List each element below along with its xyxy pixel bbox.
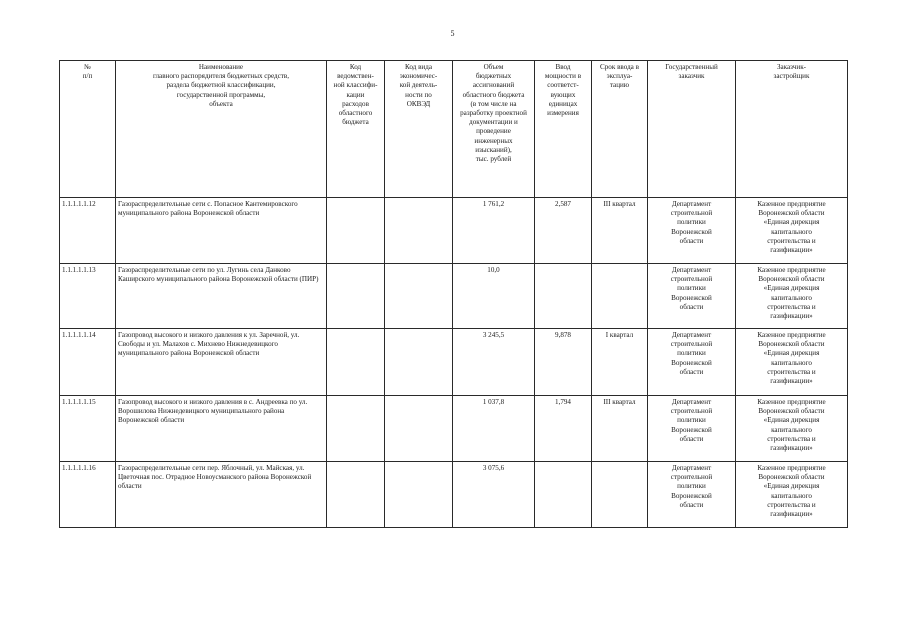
header-num: № п/п bbox=[60, 61, 116, 198]
amount-cell: 10,0 bbox=[453, 264, 535, 329]
header-developer: Заказчик- застройщик bbox=[736, 61, 848, 198]
okved-cell bbox=[385, 264, 453, 329]
budget-objects-table bbox=[59, 60, 848, 528]
header-okved: Код вида экономичес- кой деятель- ности по ОКВЭД bbox=[385, 61, 453, 198]
table-row bbox=[60, 264, 848, 329]
capacity-cell: 9,878 bbox=[535, 329, 592, 396]
customer-cell: Департамент строительной политики Воронежской области bbox=[648, 462, 736, 528]
object-name: Газопровод высокого и низкого давления к ул. Заречной, ул. Свободы и ул. Малахов с. Михнево Нижнедевицкого муниципального района Воронежской области bbox=[116, 329, 327, 396]
object-name: Газораспределительные сети по ул. Лугинь села Данково Каширского муниципального района Воронежской области (ПИР) bbox=[116, 264, 327, 329]
okved-cell bbox=[385, 329, 453, 396]
header-dept-code: Код ведомствен- ной классифи- кации расходов областного бюджета bbox=[327, 61, 385, 198]
dept-code-cell bbox=[327, 329, 385, 396]
developer-cell: Казенное предприятие Воронежской области «Единая дирекция капитального строительства и газификации» bbox=[736, 198, 848, 264]
row-number: 1.1.1.1.1.14 bbox=[60, 329, 116, 396]
capacity-cell: 2,587 bbox=[535, 198, 592, 264]
developer-cell: Казенное предприятие Воронежской области «Единая дирекция капитального строительства и газификации» bbox=[736, 396, 848, 462]
okved-cell bbox=[385, 462, 453, 528]
row-number: 1.1.1.1.1.13 bbox=[60, 264, 116, 329]
object-name: Газораспределительные сети пер. Яблочный, ул. Майская, ул. Цветочная пос. Отрадное Новоусманского района Воронежской области bbox=[116, 462, 327, 528]
row-number: 1.1.1.1.1.16 bbox=[60, 462, 116, 528]
table-row bbox=[60, 329, 848, 396]
page-number: 5 bbox=[450, 29, 455, 38]
table-row bbox=[60, 462, 848, 528]
amount-cell: 1 761,2 bbox=[453, 198, 535, 264]
term-cell bbox=[592, 462, 648, 528]
term-cell bbox=[592, 264, 648, 329]
header-row bbox=[60, 61, 848, 198]
customer-cell: Департамент строительной политики Воронежской области bbox=[648, 329, 736, 396]
okved-cell bbox=[385, 396, 453, 462]
amount-cell: 1 037,8 bbox=[453, 396, 535, 462]
header-term: Срок ввода в эксплуа- тацию bbox=[592, 61, 648, 198]
term-cell: I квартал bbox=[592, 329, 648, 396]
customer-cell: Департамент строительной политики Воронежской области bbox=[648, 396, 736, 462]
table-row bbox=[60, 198, 848, 264]
capacity-cell bbox=[535, 264, 592, 329]
dept-code-cell bbox=[327, 396, 385, 462]
term-cell: III квартал bbox=[592, 396, 648, 462]
header-name: Наименование главного распорядителя бюджетных средств, раздела бюджетной классификации, государственной программы, объекта bbox=[116, 61, 327, 198]
customer-cell: Департамент строительной политики Воронежской области bbox=[648, 264, 736, 329]
developer-cell: Казенное предприятие Воронежской области «Единая дирекция капитального строительства и газификации» bbox=[736, 264, 848, 329]
dept-code-cell bbox=[327, 198, 385, 264]
row-number: 1.1.1.1.1.15 bbox=[60, 396, 116, 462]
amount-cell: 3 075,6 bbox=[453, 462, 535, 528]
term-cell: III квартал bbox=[592, 198, 648, 264]
header-capacity: Ввод мощности в соответст- вующих единицах измерения bbox=[535, 61, 592, 198]
header-amount: Объем бюджетных ассигнований областного бюджета (в том числе на разработку проектной документации и проведение инженерных изысканий), тыс. рублей bbox=[453, 61, 535, 198]
developer-cell: Казенное предприятие Воронежской области «Единая дирекция капитального строительства и газификации» bbox=[736, 329, 848, 396]
dept-code-cell bbox=[327, 462, 385, 528]
dept-code-cell bbox=[327, 264, 385, 329]
amount-cell: 3 245,5 bbox=[453, 329, 535, 396]
developer-cell: Казенное предприятие Воронежской области «Единая дирекция капитального строительства и газификации» bbox=[736, 462, 848, 528]
object-name: Газопровод высокого и низкого давления в с. Андреевка по ул. Ворошилова Нижнедевицкого муниципального района Воронежской области bbox=[116, 396, 327, 462]
capacity-cell: 1,794 bbox=[535, 396, 592, 462]
okved-cell bbox=[385, 198, 453, 264]
object-name: Газораспределительные сети с. Попасное Кантемировского муниципального района Воронежской области bbox=[116, 198, 327, 264]
row-number: 1.1.1.1.1.12 bbox=[60, 198, 116, 264]
customer-cell: Департамент строительной политики Воронежской области bbox=[648, 198, 736, 264]
capacity-cell bbox=[535, 462, 592, 528]
header-customer: Государственный заказчик bbox=[648, 61, 736, 198]
table-row bbox=[60, 396, 848, 462]
